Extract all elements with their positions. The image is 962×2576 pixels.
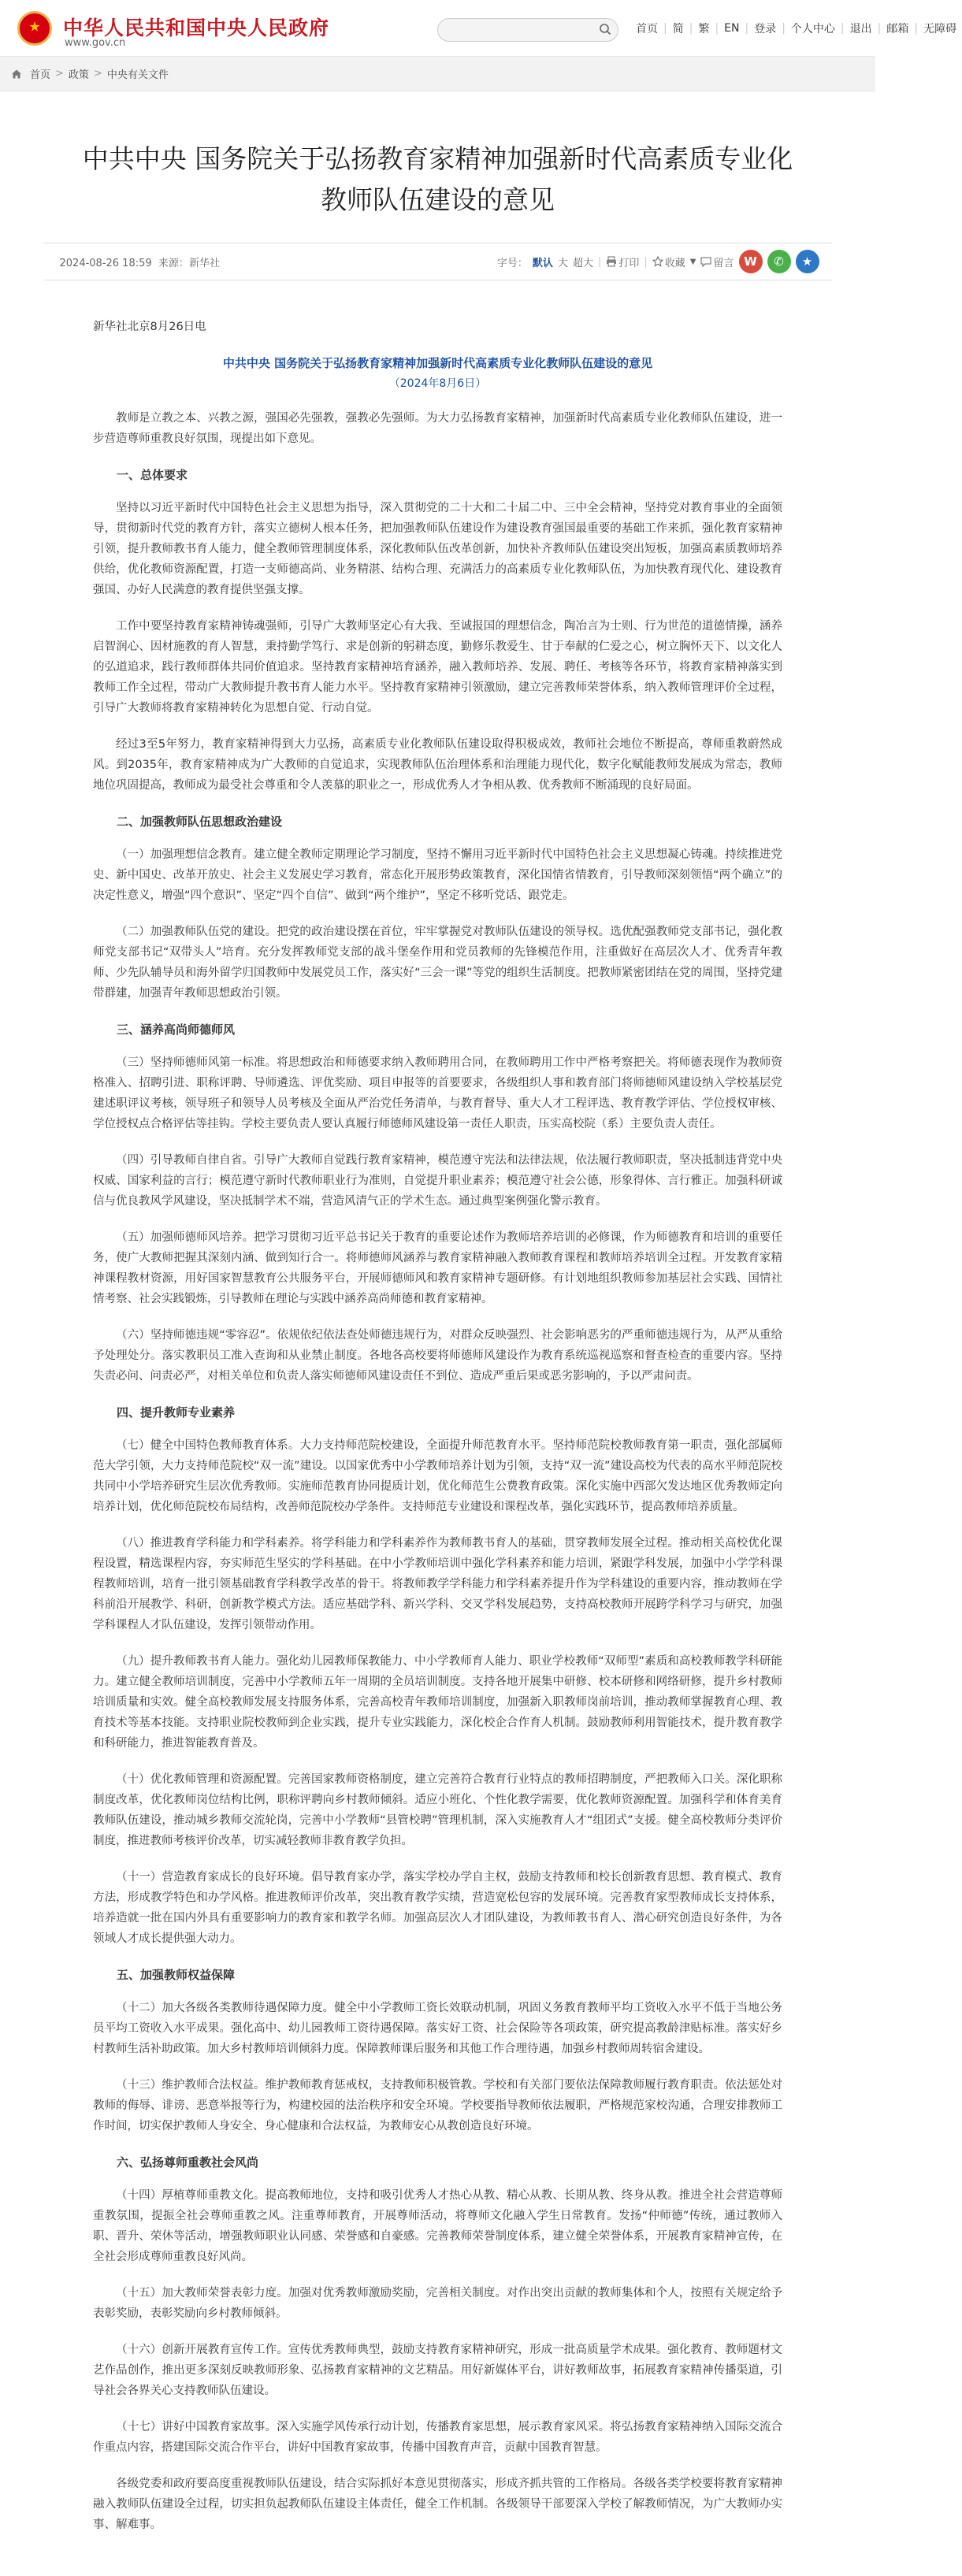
section-heading: 三、涵养高尚师德师风 bbox=[117, 1023, 236, 1037]
nav-separator: | bbox=[840, 22, 845, 35]
publish-info bbox=[60, 254, 220, 269]
paragraph: 工作中要坚持教育家精神铸魂强师，引导广大教师坚定心有大我、至诚报国的理想信念，陶冶言为士则、行为世范的道德情操，涵养启智润心、因材施教的育人智慧，秉持勤学笃行、求是创新的躬耕态度，勤修乐教爱生、甘于奉献的仁爱之心，树立胸怀天下、以文化人的弘道追求，践行教师群体共同价值追求。坚持教育家精神培育涵养，融入教师培养、发展、聘任、考核等各环节，将教育家精神落实到教师工作全过程，带动广大教师提升教书育人能力水平。坚持教育家精神引领激励，建立完善教师荣誉体系，纳入教师管理评价全过程，引导广大教师将教育家精神转化为思想自觉、行动自觉。 bbox=[93, 620, 782, 715]
document-date: （2024年8月6日） bbox=[388, 377, 487, 390]
site-url: www.gov.cn bbox=[65, 37, 126, 49]
nav-item[interactable]: 繁 bbox=[698, 23, 710, 35]
favorite-label: 收藏 bbox=[664, 257, 685, 269]
source-label: 来源： bbox=[158, 258, 189, 269]
article-paragraphs bbox=[93, 408, 782, 2535]
section-heading: 一、总体要求 bbox=[117, 468, 188, 482]
breadcrumb-policy[interactable]: 政策 bbox=[68, 69, 89, 81]
article-body bbox=[93, 317, 782, 2535]
comment-label: 留言 bbox=[713, 257, 734, 269]
paragraph: （八）推进教育学科能力和学科素养。将学科能力和学科素养作为教师教书育人的基础，贯穿教师发展全过程。推动相关高校优化课程设置，精选课程内容，夯实师范生坚实的学科基础。在中小学教师培训中强化学科素养和能力培训，紧跟学科发展，加强中小学学科课程教师培训，培育一批引领基础教育学科教学改革的骨干。将教师教学学科能力和学科素养提升作为学科建设的重要内容，推动教师在学科前沿开展教学、科研，创新教学模式方法。适应基础学科、新兴学科、交叉学科发展趋势，支持高校教师开展跨学科学习与研究，加强学科课程人才队伍建设，发挥引领带动作用。 bbox=[93, 1537, 782, 1631]
nav-separator: | bbox=[782, 22, 786, 35]
breadcrumb-separator: > bbox=[55, 68, 64, 80]
page-title: 中共中央 国务院关于弘扬教育家精神加强新时代高素质专业化教师队伍建设的意见 bbox=[82, 143, 793, 215]
paragraph: 经过3至5年努力，教育家精神得到大力弘扬，高素质专业化教师队伍建设取得积极成效，教师社会地位不断提高，尊师重教蔚然成风。到2035年，教育家精神成为广大教师的自觉追求，实现教师队伍治理体系和治理能力现代化，数字化赋能教师发展成为常态，教师地位巩固提高，教师成为最受社会尊重和令人羡慕的职业之一，形成优秀人才争相从教、优秀教师不断涌现的良好局面。 bbox=[93, 738, 782, 792]
paragraph: （九）提升教师教书育人能力。强化幼儿园教师保教能力、中小学教师育人能力、职业学校教师“双师型”素质和高校教师教学科研能力。建立健全教师培训制度，完善中小学教师五年一周期的全员培训制度。支持各地开展集中研修、校本研修和网络研修，提升乡村教师培训质量和实效。健全高校教师发展支持服务体系，完善高校青年教师培训制度，加强新入职教师岗前培训，推动教师掌握教育心理、教育技术等基本技能。支持职业院校教师到企业实践，提升专业实践能力，深化校企合作育人机制。鼓励教师利用智能技术，提升教育教学和科研能力，推进智能教育普及。 bbox=[93, 1655, 782, 1750]
paragraph: （十一）营造教育家成长的良好环境。倡导教育家办学，落实学校办学自主权，鼓励支持教师和校长创新教育思想、教育模式、教育方法，形成教学特色和办学风格。推进教师评价改革，突出教育教学实绩，营造宽松包容的发展环境。完善教育家型教师成长支持体系，培养造就一批在国内外具有重要影响力的教育家和教学名师。加强高层次人才团队建设，为教师教书育人、潜心研究创造良好条件，为各领域人才成长提供强大动力。 bbox=[93, 1871, 782, 1945]
paragraph: （十五）加大教师荣誉表彰力度。加强对优秀教师激励奖励，完善相关制度。对作出突出贡献的教师集体和个人，按照有关规定给予表彰奖励，表彰奖励向乡村教师倾斜。 bbox=[93, 2287, 782, 2320]
favorite-button[interactable] bbox=[652, 254, 685, 269]
breadcrumb-home[interactable]: 首页 bbox=[30, 69, 51, 81]
section-heading: 六、弘扬尊师重教社会风尚 bbox=[117, 2155, 259, 2170]
paragraph: 坚持以习近平新时代中国特色社会主义思想为指导，深入贯彻党的二十大和二十届二中、三中全会精神，坚持党对教育事业的全面领导，贯彻新时代党的教育方针，落实立德树人根本任务，把加强教师队伍建设作为建设教育强国最重要的基础工作来抓，强化教育家精神引领，提升教师教书育人能力，健全教师管理制度体系，深化教师队伍改革创新，加快补齐教师队伍建设突出短板，加强高素质教师培养供给，优化教师资源配置，打造一支师德高尚、业务精湛、结构合理、充满活力的高素质专业化教师队伍，为加快教育现代化、建设教育强国、办好人民满意的教育提供坚强支撑。 bbox=[93, 502, 782, 596]
paragraph: （四）引导教师自律自省。引导广大教师自觉践行教育家精神，模范遵守宪法和法律法规，依法履行教师职责，坚决抵制违背党中央权威、国家利益的言行；模范遵守新时代教师职业行为准则，自觉提升职业素养；模范遵守社会公德，形象得体、言行雅正。加强科研诚信与优良教风学风建设，坚决抵制学术不端，营造风清气正的学术生态。通过典型案例强化警示教育。 bbox=[93, 1154, 782, 1208]
wechat-share-icon[interactable]: ✆ bbox=[767, 250, 791, 273]
font-size-xlarge[interactable]: 超大 bbox=[572, 257, 593, 269]
print-button[interactable] bbox=[606, 254, 639, 269]
nav-item[interactable]: 简 bbox=[672, 23, 684, 35]
paragraph: （六）坚持师德违规“零容忍”。依规依纪依法查处师德违规行为，对群众反映强烈、社会影响恶劣的严重师德违规行为，从严从重给予处理处分。落实教职员工准入查询和从业禁止制度。各地各高校要将师德师风建设作为教育系统巡视巡察和督查检查的重要内容。坚持失责必问、问责必严，对相关单位和负责人落实师德师风建设责任不到位、造成严重后果或恶劣影响的，予以严肃问责。 bbox=[93, 1329, 782, 1383]
print-icon bbox=[606, 256, 617, 267]
article-meta-bar bbox=[44, 243, 832, 280]
paragraph: （十七）讲好中国教育家故事。深入实施学风传承行动计划，传播教育家思想，展示教育家风采。将弘扬教育家精神纳入国际交流合作重点内容，搭建国际交流合作平台，讲好中国教育家故事，传播中国教育声音，贡献中国教育智慧。 bbox=[93, 2421, 782, 2454]
article-tools: 字号： 默认 大 超大 | 打印 | 收藏 ▼ 留言 W ✆ ★ bbox=[497, 250, 819, 273]
national-emblem-icon bbox=[17, 11, 52, 46]
nav-item[interactable]: EN bbox=[724, 22, 740, 35]
weibo-share-icon[interactable]: W bbox=[739, 250, 763, 273]
publish-time: 2024-08-26 18:59 bbox=[59, 258, 152, 269]
qzone-share-icon[interactable]: ★ bbox=[796, 250, 819, 273]
star-icon bbox=[652, 256, 663, 267]
paragraph: 各级党委和政府要高度重视教师队伍建设，结合实际抓好本意见贯彻落实，形成齐抓共管的工作格局。各级各类学校要将教育家精神融入教师队伍建设全过程，切实担负起教师队伍建设主体责任，健全工作机制。各级领导干部要深入学校了解教师情况，为广大教师办实事、解难事。 bbox=[93, 2478, 782, 2531]
paragraph: （一）加强理想信念教育。建立健全教师定期理论学习制度，坚持不懈用习近平新时代中国特色社会主义思想凝心铸魂。持续推进党史、新中国史、改革开放史、社会主义发展史学习教育，常态化开展形势政策教育，深化国情省情教育，引导教师深刻领悟“两个确立”的决定性意义，增强“四个意识”、坚定“四个自信”、做到“两个维护”，坚定不移听党话、跟党走。 bbox=[93, 848, 782, 902]
nav-separator: | bbox=[745, 22, 749, 35]
breadcrumb-separator: > bbox=[93, 68, 102, 80]
section-heading: 二、加强教师队伍思想政治建设 bbox=[117, 815, 283, 829]
font-size-label: 字号： bbox=[496, 257, 528, 269]
font-size-large[interactable]: 大 bbox=[557, 257, 568, 269]
search-icon[interactable] bbox=[599, 23, 611, 35]
dateline: 新华社北京8月26日电 bbox=[93, 321, 206, 333]
paragraph: （十六）创新开展教育宣传工作。宣传优秀教师典型，鼓励支持教育家精神研究，形成一批高质量学术成果。强化教育、教师题材文艺作品创作，推出更多深刻反映教师形象、弘扬教育家精神的文艺精品。用好新媒体平台，讲好教师故事，拓展教育家精神传播渠道，引导社会各界关心支持教师队伍建设。 bbox=[93, 2344, 782, 2397]
paragraph: （三）坚持师德师风第一标准。将思想政治和师德要求纳入教师聘用合同，在教师聘用工作中严格考察把关。将师德表现作为教师资格准入、招聘引进、职称评聘、导师遴选、评优奖励、项目申报等的首要要求，各级组织人事和教育部门将师德师风建设纳入学校基层党建述职评议考核，领导班子和领导人员考核及全面从严治党任务清单，与教育督导、重大人才工程评选、教育教学评估、学位授权审核、学位授权点合格评估等挂钩。学校主要负责人要认真履行师德师风建设第一责任人职责，压实高校院（系）主要负责人责任。 bbox=[93, 1056, 782, 1130]
paragraph: 教师是立教之本、兴教之源，强国必先强教，强教必先强师。为大力弘扬教育家精神，加强新时代高素质专业化教师队伍建设，进一步营造尊师重教良好氛围，现提出如下意见。 bbox=[93, 412, 782, 445]
site-header bbox=[0, 0, 957, 57]
nav-separator: | bbox=[689, 22, 693, 35]
nav-item[interactable]: 登录 bbox=[754, 23, 777, 35]
nav-item[interactable]: 首页 bbox=[636, 23, 658, 35]
top-nav bbox=[630, 20, 962, 36]
nav-separator: | bbox=[877, 22, 882, 35]
paragraph: （十四）厚植尊师重教文化。提高教师地位，支持和吸引优秀人才热心从教、精心从教、长期从教、终身从教。推进全社会营造尊师重教氛围，提振全社会尊师重教之风。注重尊师教育，开展尊师活动，将尊师文化融入学生日常教育。发扬“仲师德”传统，通过教师入职、晋升、荣休等活动，增强教师职业认同感、荣誉感和自豪感。完善教师荣誉制度体系，建立健全荣誉体系，开展教育家精神宣传，在全社会形成尊师重教良好风尚。 bbox=[93, 2189, 782, 2263]
site-logo[interactable] bbox=[17, 11, 330, 50]
paragraph: （十）优化教师管理和资源配置。完善国家教师资格制度，建立完善符合教育行业特点的教师招聘制度，严把教师入口关。深化职称制度改革，优化教师岗位结构比例，职称评聘向乡村教师倾斜。适应小班化、个性化教学需要，优化教师资源配置。加强科学和体育美育教师队伍建设，推动城乡教师交流轮岗，完善中小学教师“县管校聘”管理机制，深入实施教育人才“组团式”支援。健全高校教师分类评价制度，推进教师考核评价改革，切实减轻教师非教育教学负担。 bbox=[93, 1773, 782, 1847]
document-title: 中共中央 国务院关于弘扬教育家精神加强新时代高素质专业化教师队伍建设的意见 bbox=[222, 356, 653, 370]
source: 新华社 bbox=[188, 258, 220, 269]
comment-button[interactable] bbox=[700, 254, 734, 269]
chevron-down-icon[interactable]: ▼ bbox=[689, 257, 696, 266]
print-label: 打印 bbox=[618, 257, 640, 269]
font-size-default[interactable]: 默认 bbox=[532, 257, 553, 269]
paragraph: （二）加强教师队伍党的建设。把党的政治建设摆在首位，牢牢掌握党对教师队伍建设的领导权。选优配强教师党支部书记，强化教师党支部书记“双带头人”培育。充分发挥教师党支部的战斗堡垒作用和党员教师的先锋模范作用，注重做好在高层次人才、优秀青年教师、少先队辅导员和海外留学归国教师中发展党员工作，落实好“三会一课”等党的组织生活制度。把教师紧密团结在党的周围，坚持党建带群建，加强青年教师思想政治引领。 bbox=[93, 926, 782, 1000]
comment-icon bbox=[700, 256, 711, 267]
nav-separator: | bbox=[663, 22, 667, 35]
breadcrumb-central-docs[interactable]: 中央有关文件 bbox=[106, 69, 169, 81]
nav-item[interactable]: 无障碍 bbox=[923, 23, 957, 35]
nav-separator: | bbox=[914, 22, 919, 35]
nav-separator: | bbox=[715, 22, 719, 35]
paragraph: （十二）加大各级各类教师待遇保障力度。健全中小学教师工资长效联动机制，巩固义务教育教师平均工资收入水平不低于当地公务员平均工资收入水平成果。强化高中、幼儿园教师工资待遇保障。落实好工资、社会保险等各项政策，研究提高教龄津贴标准。落实好乡村教师生活补助政策。加大乡村教师培训倾斜力度。保障教师课后服务和其他工作合理待遇，加强乡村教师周转宿舍建设。 bbox=[93, 2002, 782, 2055]
nav-item[interactable]: 退出 bbox=[849, 23, 872, 35]
section-heading: 四、提升教师专业素养 bbox=[117, 1405, 236, 1420]
site-name: 中华人民共和国中央人民政府 bbox=[63, 17, 330, 39]
breadcrumb bbox=[0, 57, 875, 91]
paragraph: （七）健全中国特色教师教育体系。大力支持师范院校建设，全面提升师范教育水平。坚持师范院校教师教育第一职责，强化部属师范大学引领，大力支持师范院校“双一流”建设。以国家优秀中小学教师培养计划为引领，支持“双一流”建设高校为代表的高水平师范院校共同中小学培养研究生层次优秀教师。实施师范教育协同提质计划，优化师范生公费教育政策。深化实施中西部欠发达地区优秀教师定向培养计划，优化师范院校布局结构，改善师范院校办学条件。支持师范专业建设和课程改革，强化实践环节，提高教师培养质量。 bbox=[93, 1439, 782, 1513]
home-icon bbox=[11, 69, 22, 80]
section-heading: 五、加强教师权益保障 bbox=[117, 1968, 236, 1982]
nav-item[interactable]: 个人中心 bbox=[790, 23, 835, 35]
paragraph: （十三）维护教师合法权益。维护教师教育惩戒权，支持教师积极管教。学校和有关部门要依法保障教师履行教育职责。依法惩处对教师的侮辱、诽谤、恶意举报等行为，构建校园的法治秩序和安全环境。学校要指导教师依法履职，严格规范家校沟通，合理安排教师工作时间，切实保护教师人身安全、身心健康和合法权益，为教师安心从教创造良好环境。 bbox=[93, 2079, 782, 2132]
nav-item[interactable]: 邮箱 bbox=[886, 23, 909, 35]
paragraph: （五）加强师德师风培养。把学习贯彻习近平总书记关于教育的重要论述作为教师培养培训的必修课，作为师德教育和培训的重要任务，使广大教师把握其深刻内涵、做到知行合一。将师德师风涵养与教育家精神融入教师教育课程和教师培养培训全过程。开发教育家精神课程教材资源，用好国家智慧教育公共服务平台，开展师德师风和教育家精神专题研修。有计划地组织教师参加基层社会实践、国情社情考察、社会实践锻炼，引导教师在理论与实践中涵养高尚师德和教育家精神。 bbox=[93, 1231, 782, 1305]
search-input[interactable] bbox=[437, 18, 618, 42]
